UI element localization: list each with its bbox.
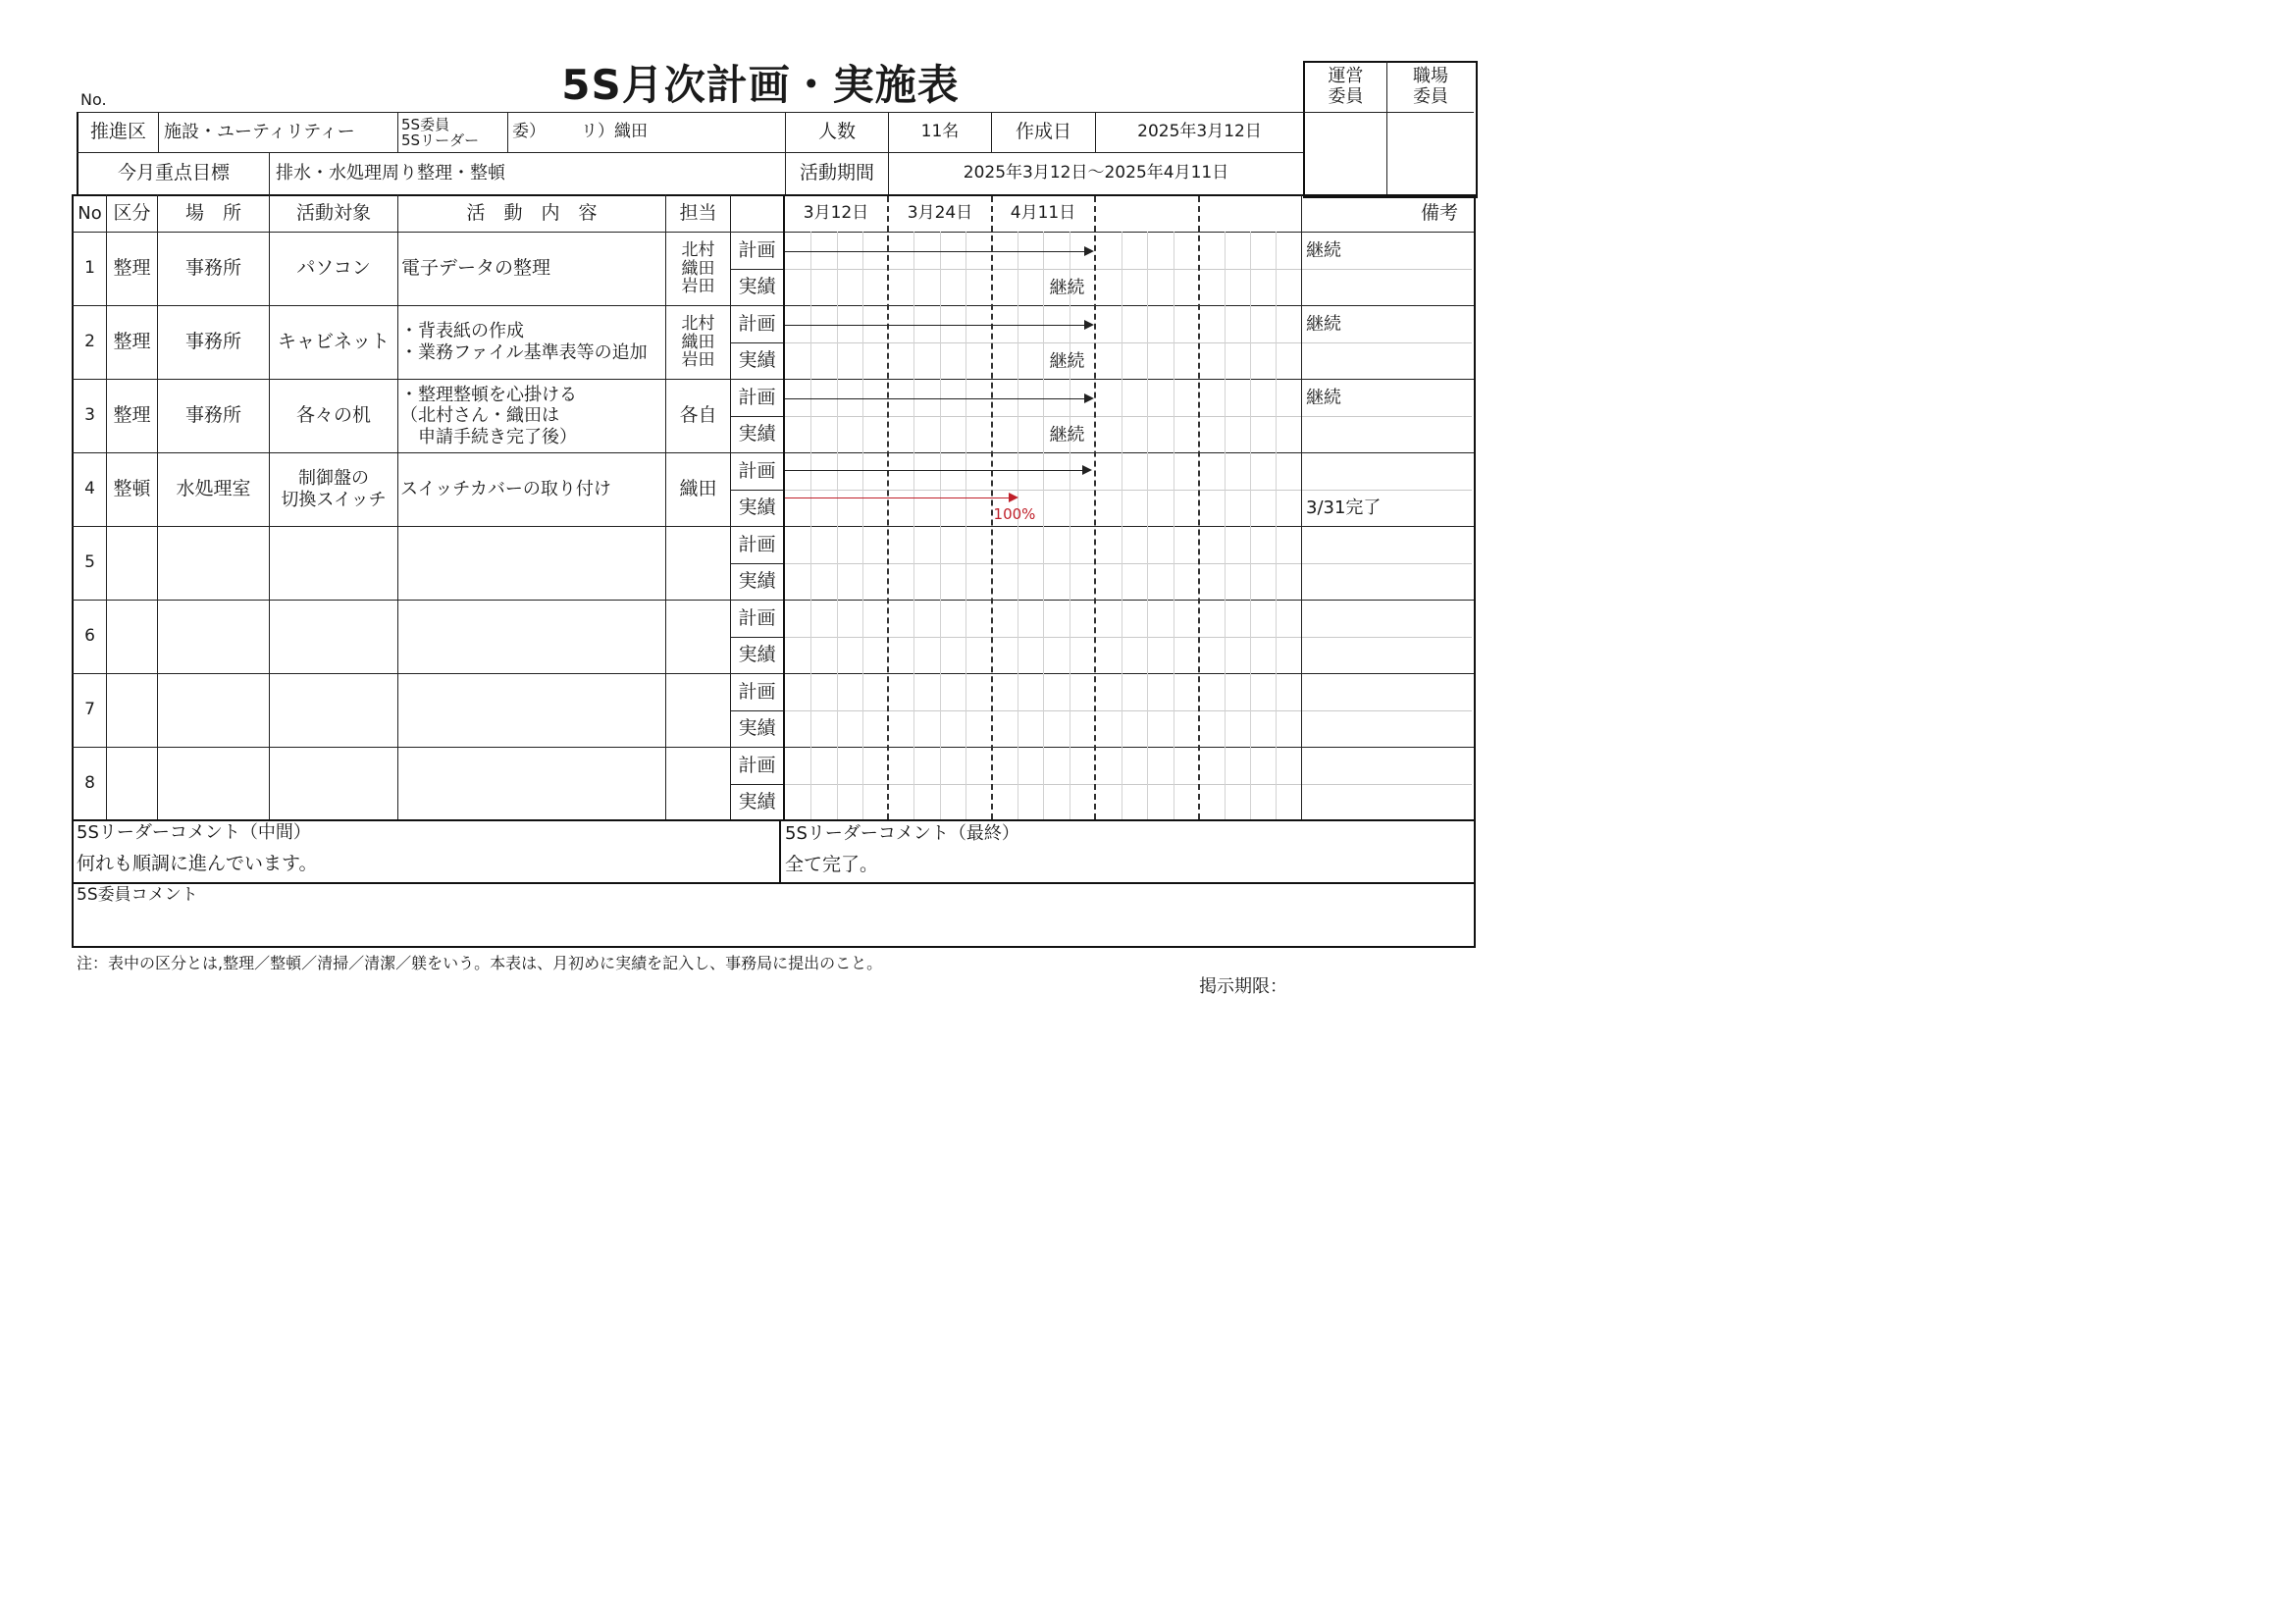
column-header-date-1: 3月12日 xyxy=(803,203,869,224)
row-3-no: 3 xyxy=(84,405,95,426)
approval-stamp-cell-operations[interactable] xyxy=(1305,114,1386,194)
committee-member-field[interactable]: 委） xyxy=(512,122,546,142)
leader-comment-mid-label: 5Sリーダーコメント（中間） xyxy=(77,821,311,843)
headcount-value[interactable]: 11名 xyxy=(920,122,960,142)
row-2-plan-label: 計画 xyxy=(738,312,776,335)
row-4-actual-arrow xyxy=(785,497,1017,498)
area-value[interactable]: 施設・ユーティリティー xyxy=(164,121,355,142)
column-header-category: 区分 xyxy=(113,202,151,225)
row-2-location[interactable]: 事務所 xyxy=(184,331,241,353)
row-4-actual-label: 実績 xyxy=(738,497,776,519)
row-1-no: 1 xyxy=(84,258,95,279)
row-6-actual-label: 実績 xyxy=(738,644,776,666)
row-4-actual-percent[interactable]: 100% xyxy=(993,505,1036,524)
leader-comment-final-label: 5Sリーダーコメント（最終） xyxy=(785,822,1019,844)
row-1-plan-arrow xyxy=(785,251,1092,252)
row-2-owner[interactable]: 北村 織田 岩田 xyxy=(681,314,715,371)
monthly-goal-label: 今月重点目標 xyxy=(117,162,230,184)
row-2-category[interactable]: 整理 xyxy=(113,331,151,353)
row-1-content[interactable]: 電子データの整理 xyxy=(401,257,551,280)
row-7-plan-label: 計画 xyxy=(738,680,776,703)
row-3-plan-label: 計画 xyxy=(738,386,776,408)
row-1-remark-plan[interactable]: 継続 xyxy=(1306,239,1341,261)
row-2-target[interactable]: キャビネット xyxy=(277,331,390,353)
row-1-actual-label: 実績 xyxy=(738,276,776,298)
row-3-remark-plan[interactable]: 継続 xyxy=(1306,387,1341,408)
committee-comment-label: 5S委員コメント xyxy=(77,885,198,906)
column-header-date-2: 3月24日 xyxy=(907,203,973,224)
row-8-actual-label: 実績 xyxy=(738,790,776,812)
row-1-category[interactable]: 整理 xyxy=(113,257,151,280)
leader-comment-mid-text[interactable]: 何れも順調に進んでいます。 xyxy=(77,853,318,875)
approval-stamp-cell-workplace[interactable] xyxy=(1387,114,1474,194)
row-4-content[interactable]: スイッチカバーの取り付け xyxy=(400,478,611,499)
created-date-label: 作成日 xyxy=(1015,121,1071,143)
row-5-no: 5 xyxy=(84,552,95,573)
row-7-no: 7 xyxy=(84,700,95,720)
row-3-owner[interactable]: 各自 xyxy=(679,404,717,427)
posting-deadline-label: 掲示期限： xyxy=(1199,975,1287,997)
row-4-target[interactable]: 制御盤の 切換スイッチ xyxy=(281,468,387,510)
created-date-value[interactable]: 2025年3月12日 xyxy=(1137,122,1262,142)
document-title: 5S月次計画・実施表 xyxy=(561,60,960,109)
area-label: 推進区 xyxy=(89,121,146,143)
committee-comment-field[interactable] xyxy=(77,911,1468,944)
row-4-plan-arrow xyxy=(785,470,1090,471)
row-8-plan-label: 計画 xyxy=(738,754,776,776)
footer-note: 注：表中の区分とは,整理／整頓／清掃／清潔／躾をいう。本表は、月初めに実績を記入し、事務局に提出のこと。 xyxy=(77,953,883,972)
row-3-plan-arrow xyxy=(785,398,1092,399)
row-6-no: 6 xyxy=(84,626,95,647)
row-2-no: 2 xyxy=(84,332,95,352)
row-2-content[interactable]: ・背表紙の作成 ・業務ファイル基準表等の追加 xyxy=(400,320,648,363)
row-3-category[interactable]: 整理 xyxy=(113,404,151,427)
row-3-target[interactable]: 各々の机 xyxy=(295,404,371,427)
column-header-content: 活 動 内 容 xyxy=(466,202,598,225)
row-4-category[interactable]: 整頓 xyxy=(113,478,151,500)
row-5-actual-label: 実績 xyxy=(738,570,776,593)
column-header-no: No xyxy=(78,202,102,224)
activity-period-label: 活動期間 xyxy=(799,162,874,184)
row-1-target[interactable]: パソコン xyxy=(296,257,371,280)
column-header-date-3: 4月11日 xyxy=(1010,203,1076,224)
row-2-plan-arrow xyxy=(785,325,1092,326)
row-1-location[interactable]: 事務所 xyxy=(184,257,241,280)
headcount-label: 人数 xyxy=(817,121,856,143)
row-3-content[interactable]: ・整理整頓を心掛ける （北村さん・織田は 申請手続き完了後） xyxy=(400,384,577,447)
row-2-actual-note[interactable]: 継続 xyxy=(1049,350,1085,372)
column-header-location: 場 所 xyxy=(184,202,241,225)
row-3-actual-label: 実績 xyxy=(738,423,776,445)
row-4-plan-label: 計画 xyxy=(738,459,776,482)
row-7-actual-label: 実績 xyxy=(738,717,776,740)
row-5-plan-label: 計画 xyxy=(738,533,776,555)
row-4-remark-actual[interactable]: 3/31完了 xyxy=(1306,497,1382,518)
document-number-label: No. xyxy=(80,90,107,109)
column-header-target: 活動対象 xyxy=(295,202,371,225)
leader-comment-final-text[interactable]: 全て完了。 xyxy=(785,854,879,876)
row-1-actual-note[interactable]: 継続 xyxy=(1049,277,1085,298)
column-header-remarks: 備考 xyxy=(1420,202,1458,225)
leader-value[interactable]: リ）織田 xyxy=(581,122,648,142)
row-2-remark-plan[interactable]: 継続 xyxy=(1306,313,1341,335)
column-header-owner: 担当 xyxy=(679,202,717,225)
approval-header-workplace: 職場 委員 xyxy=(1413,66,1448,107)
row-3-location[interactable]: 事務所 xyxy=(184,404,241,427)
row-2-actual-label: 実績 xyxy=(738,349,776,372)
approval-header-operations: 運営 委員 xyxy=(1328,66,1364,107)
row-6-plan-label: 計画 xyxy=(738,606,776,629)
row-4-owner[interactable]: 織田 xyxy=(679,478,717,500)
row-4-location[interactable]: 水処理室 xyxy=(176,478,251,500)
activity-period-value[interactable]: 2025年3月12日～2025年4月11日 xyxy=(963,163,1229,183)
row-4-no: 4 xyxy=(84,479,95,499)
role-label: 5S委員 5Sリーダー xyxy=(401,115,480,149)
row-8-no: 8 xyxy=(84,772,95,793)
row-1-plan-label: 計画 xyxy=(738,238,776,261)
monthly-goal-value[interactable]: 排水・水処理周り整理・整頓 xyxy=(276,162,505,183)
row-3-actual-note[interactable]: 継続 xyxy=(1049,424,1085,445)
row-1-owner[interactable]: 北村 織田 岩田 xyxy=(681,240,715,297)
